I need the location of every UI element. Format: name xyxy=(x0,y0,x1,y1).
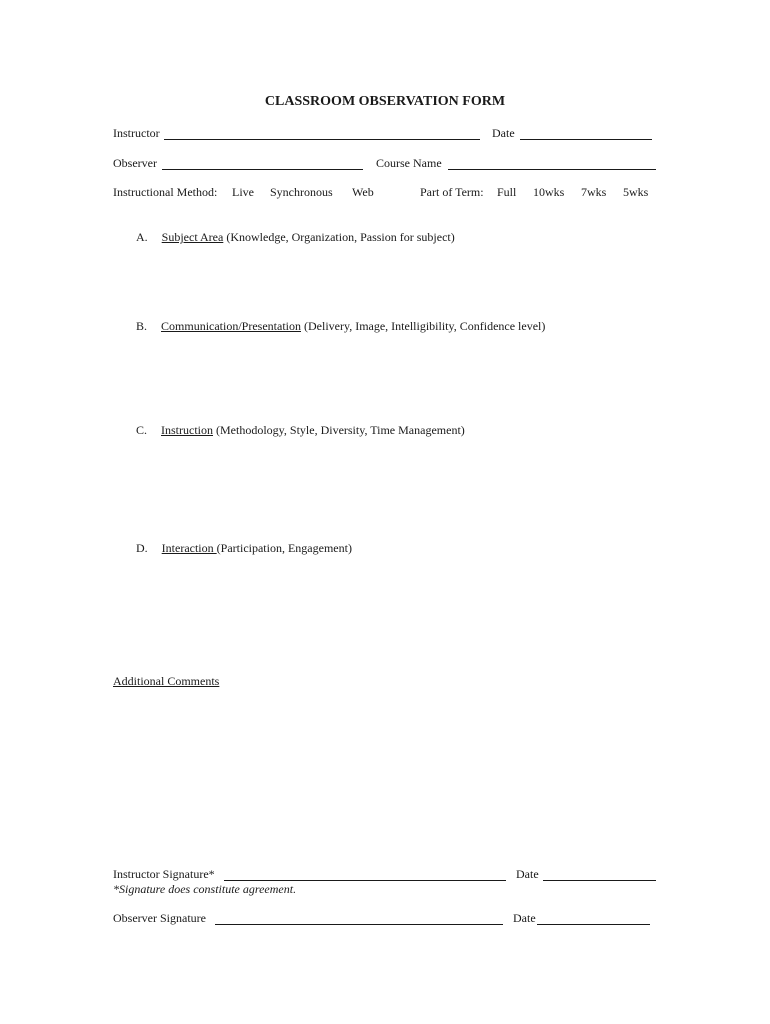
instructor-field[interactable] xyxy=(164,139,480,140)
observer-signature-field[interactable] xyxy=(215,924,503,925)
section-c xyxy=(136,423,465,438)
section-a xyxy=(136,230,455,245)
instructor-signature-field[interactable] xyxy=(224,880,506,881)
observer-label: Observer xyxy=(113,156,157,170)
method-option-web[interactable]: Web xyxy=(352,185,374,199)
page-title: CLASSROOM OBSERVATION FORM xyxy=(264,94,506,109)
signature-note: *Signature does constitute agreement. xyxy=(113,882,297,896)
section-a-letter: A. xyxy=(136,230,148,244)
section-b-letter: B. xyxy=(136,319,148,333)
section-d xyxy=(136,541,352,556)
method-option-synchronous[interactable]: Synchronous xyxy=(270,185,333,199)
method-label: Instructional Method: xyxy=(113,185,218,199)
term-option-10wks[interactable]: 10wks xyxy=(533,185,565,199)
date-field[interactable] xyxy=(520,139,652,140)
section-b-heading: Communication/Presentation xyxy=(161,319,301,333)
section-c-detail: (Methodology, Style, Diversity, Time Management) xyxy=(213,423,465,437)
section-b-detail: (Delivery, Image, Intelligibility, Confidence level) xyxy=(301,319,546,333)
instructor-date-field[interactable] xyxy=(543,880,656,881)
section-c-letter: C. xyxy=(136,423,148,437)
section-d-detail: (Participation, Engagement) xyxy=(216,541,352,555)
observer-date-field[interactable] xyxy=(537,924,650,925)
course-name-field[interactable] xyxy=(448,169,656,170)
additional-comments-heading: Additional Comments xyxy=(113,674,220,688)
observer-date-label: Date xyxy=(513,911,536,925)
section-d-letter: D. xyxy=(136,541,148,555)
section-d-heading: Interaction xyxy=(161,541,217,555)
term-option-7wks[interactable]: 7wks xyxy=(581,185,607,199)
term-option-full[interactable]: Full xyxy=(497,185,517,199)
instructor-label: Instructor xyxy=(113,126,160,140)
observer-field[interactable] xyxy=(162,169,363,170)
section-b xyxy=(136,319,545,334)
section-a-detail: (Knowledge, Organization, Passion for subject) xyxy=(223,230,455,244)
date-label: Date xyxy=(492,126,515,140)
instructor-date-label: Date xyxy=(516,867,539,881)
term-label: Part of Term: xyxy=(420,185,484,199)
term-option-5wks[interactable]: 5wks xyxy=(623,185,649,199)
course-name-label: Course Name xyxy=(376,156,442,170)
observer-signature-label: Observer Signature xyxy=(113,911,206,925)
section-c-heading: Instruction xyxy=(161,423,214,437)
instructor-signature-label: Instructor Signature* xyxy=(113,867,215,881)
section-a-heading: Subject Area xyxy=(161,230,224,244)
method-option-live[interactable]: Live xyxy=(232,185,254,199)
